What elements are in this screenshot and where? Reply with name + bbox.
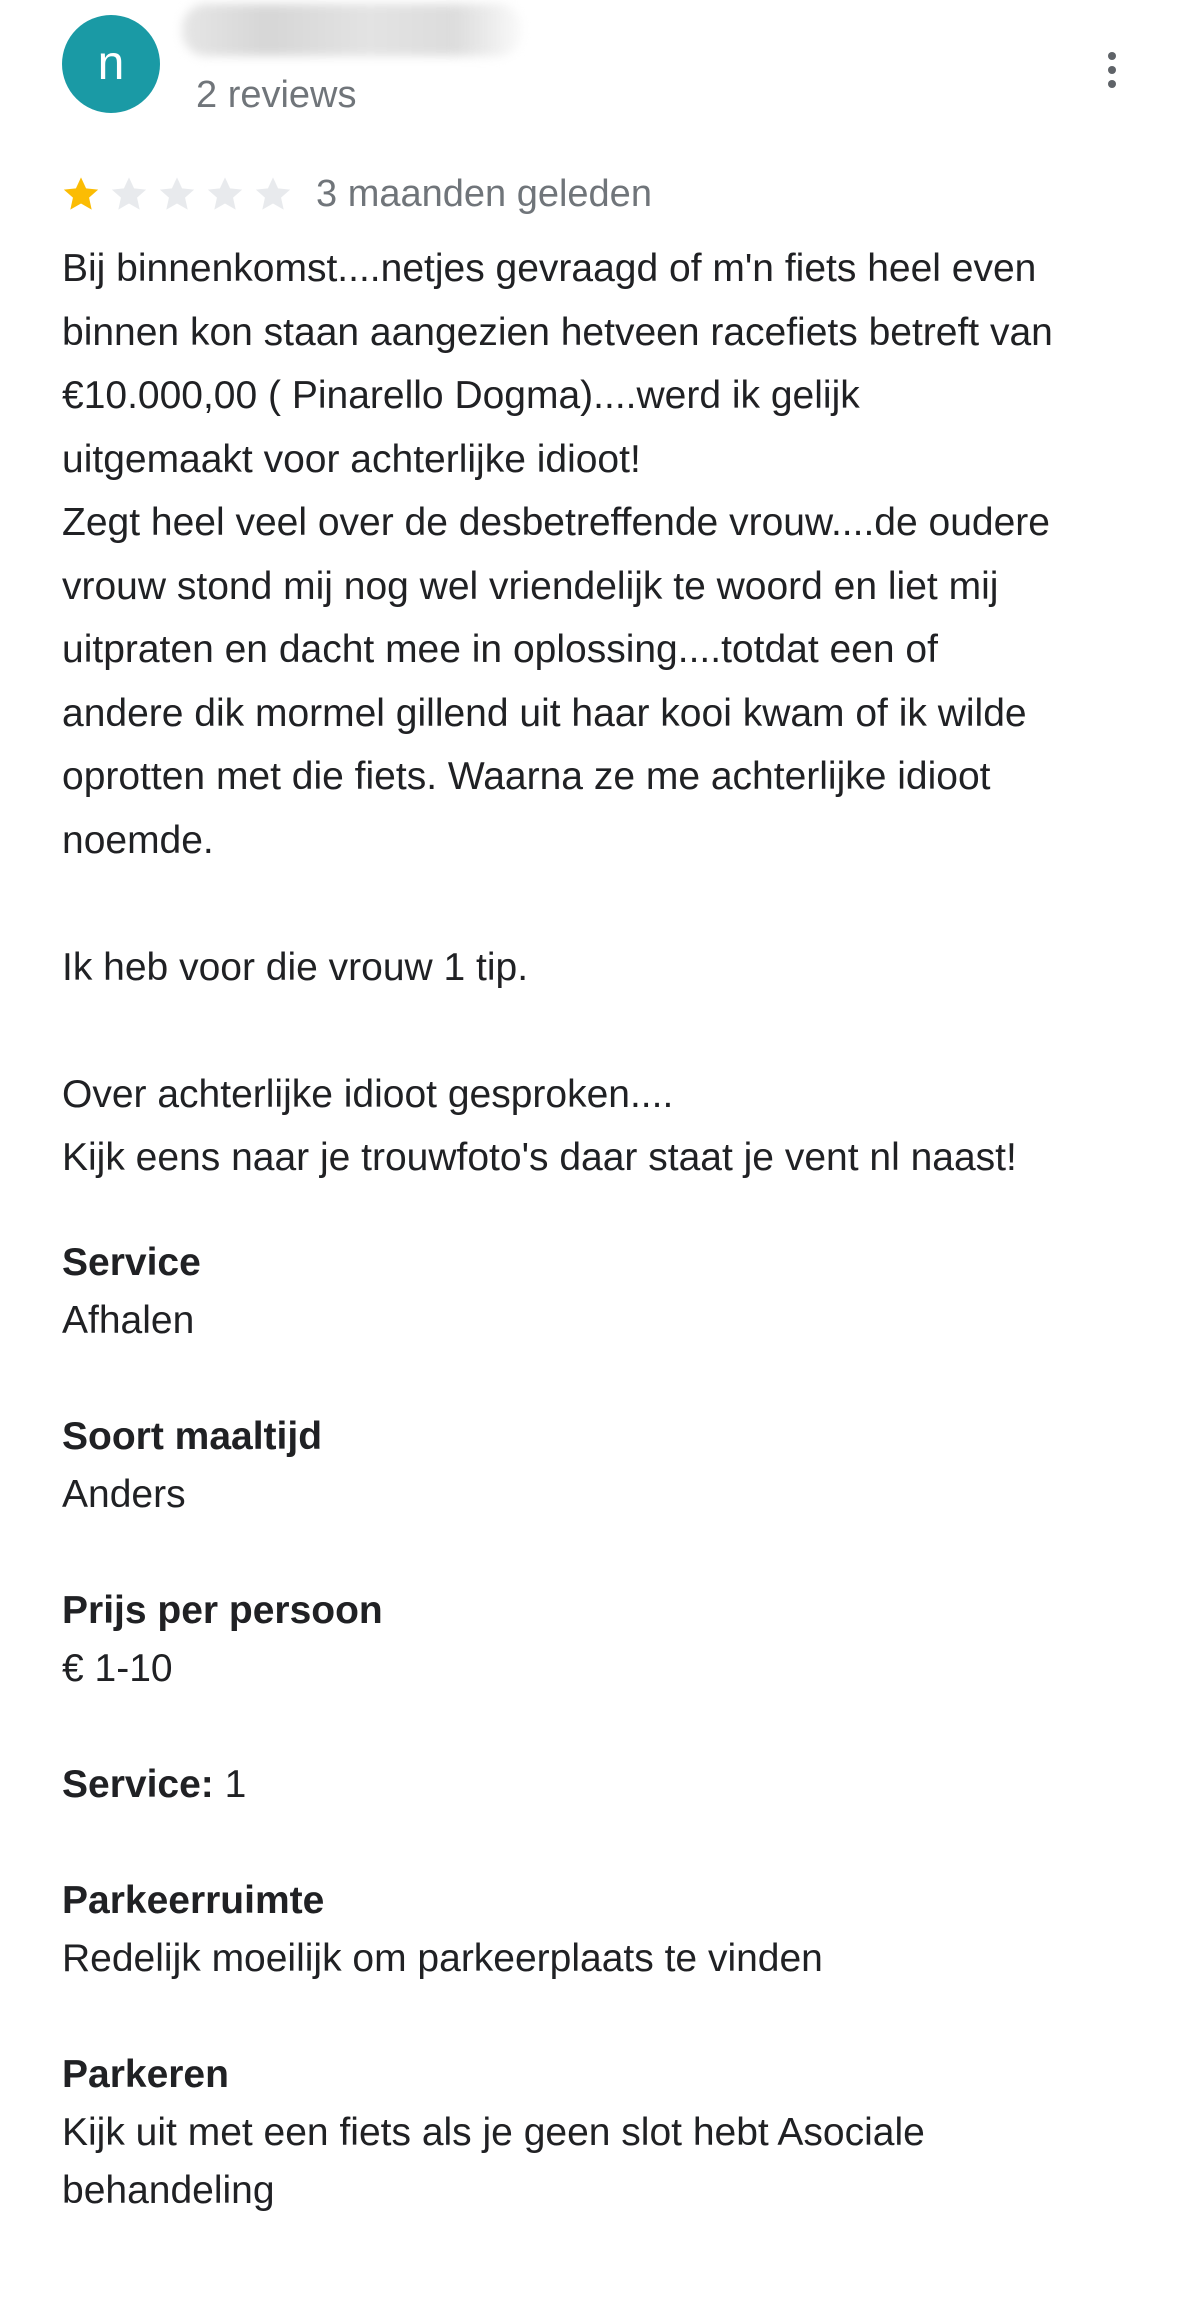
review-line: binnen kon staan aangezien hetveen racefiets betreft van bbox=[62, 310, 1053, 354]
review-time: 3 maanden geleden bbox=[316, 173, 652, 215]
attr-parking bbox=[62, 2046, 1162, 2220]
attr-service-rating bbox=[62, 1756, 1162, 1814]
attr-value: 1 bbox=[213, 1763, 247, 1806]
more-vert-icon bbox=[1108, 52, 1116, 60]
star-empty-icon bbox=[252, 173, 294, 215]
paragraph-gap bbox=[62, 872, 1162, 936]
review-line: noemde. bbox=[62, 818, 214, 862]
attr-service bbox=[62, 1234, 1162, 1350]
rating-row bbox=[60, 168, 652, 220]
review-attributes bbox=[62, 1234, 1162, 2278]
attr-value: Kijk uit met een fiets als je geen slot hebt Asociale bbox=[62, 2111, 925, 2154]
review-line: €10.000,00 ( Pinarello Dogma)....werd ik gelijk bbox=[62, 374, 860, 417]
star-filled-icon bbox=[60, 173, 102, 215]
review-header bbox=[0, 0, 1200, 150]
attr-label: Service bbox=[62, 1241, 201, 1284]
attr-label: Parkeren bbox=[62, 2053, 229, 2096]
review-line: uitgemaakt voor achterlijke idioot! bbox=[62, 437, 641, 481]
review-line: Zegt heel veel over de desbetreffende vrouw....de oudere bbox=[62, 501, 1050, 544]
attr-value: behandeling bbox=[62, 2169, 275, 2212]
attr-label: Parkeerruimte bbox=[62, 1879, 325, 1922]
star-empty-icon bbox=[204, 173, 246, 215]
review-line: uitpraten en dacht mee in oplossing....totdat een of bbox=[62, 628, 938, 671]
reviewer-name-redacted[interactable] bbox=[182, 4, 522, 56]
attr-value: Anders bbox=[62, 1473, 186, 1516]
more-options-button[interactable] bbox=[1090, 42, 1134, 98]
reviewer-review-count[interactable]: 2 reviews bbox=[196, 74, 357, 116]
more-vert-icon-dot bbox=[1108, 66, 1116, 74]
paragraph-gap bbox=[62, 999, 1162, 1063]
review-line: oprotten met die fiets. Waarna ze me achterlijke idioot bbox=[62, 755, 991, 798]
attr-value: Redelijk moeilijk om parkeerplaats te vinden bbox=[62, 1937, 823, 1980]
review-line: Bij binnenkomst....netjes gevraagd of m'n fiets heel even bbox=[62, 247, 1037, 290]
attr-label: Soort maaltijd bbox=[62, 1415, 323, 1458]
star-empty-icon bbox=[156, 173, 198, 215]
attr-price-per-person bbox=[62, 1582, 1162, 1698]
attr-label: Prijs per persoon bbox=[62, 1589, 383, 1632]
review-line: andere dik mormel gillend uit haar kooi kwam of ik wilde bbox=[62, 691, 1027, 735]
review-line: Ik heb voor die vrouw 1 tip. bbox=[62, 945, 529, 989]
review-line: Over achterlijke idioot gesproken.... bbox=[62, 1072, 674, 1116]
review-text bbox=[62, 237, 1162, 1190]
more-vert-icon-dot bbox=[1108, 80, 1116, 88]
attr-value: € 1-10 bbox=[62, 1647, 173, 1690]
attr-label: Service: bbox=[62, 1763, 214, 1806]
attr-meal-type bbox=[62, 1408, 1162, 1524]
attr-value: Afhalen bbox=[62, 1299, 195, 1342]
avatar[interactable]: n bbox=[62, 15, 160, 113]
attr-parking-space bbox=[62, 1872, 1162, 1988]
review-line: vrouw stond mij nog wel vriendelijk te woord en liet mij bbox=[62, 564, 999, 608]
review-line: Kijk eens naar je trouwfoto's daar staat je vent nl naast! bbox=[62, 1136, 1017, 1179]
star-empty-icon bbox=[108, 173, 150, 215]
star-rating bbox=[60, 173, 294, 215]
